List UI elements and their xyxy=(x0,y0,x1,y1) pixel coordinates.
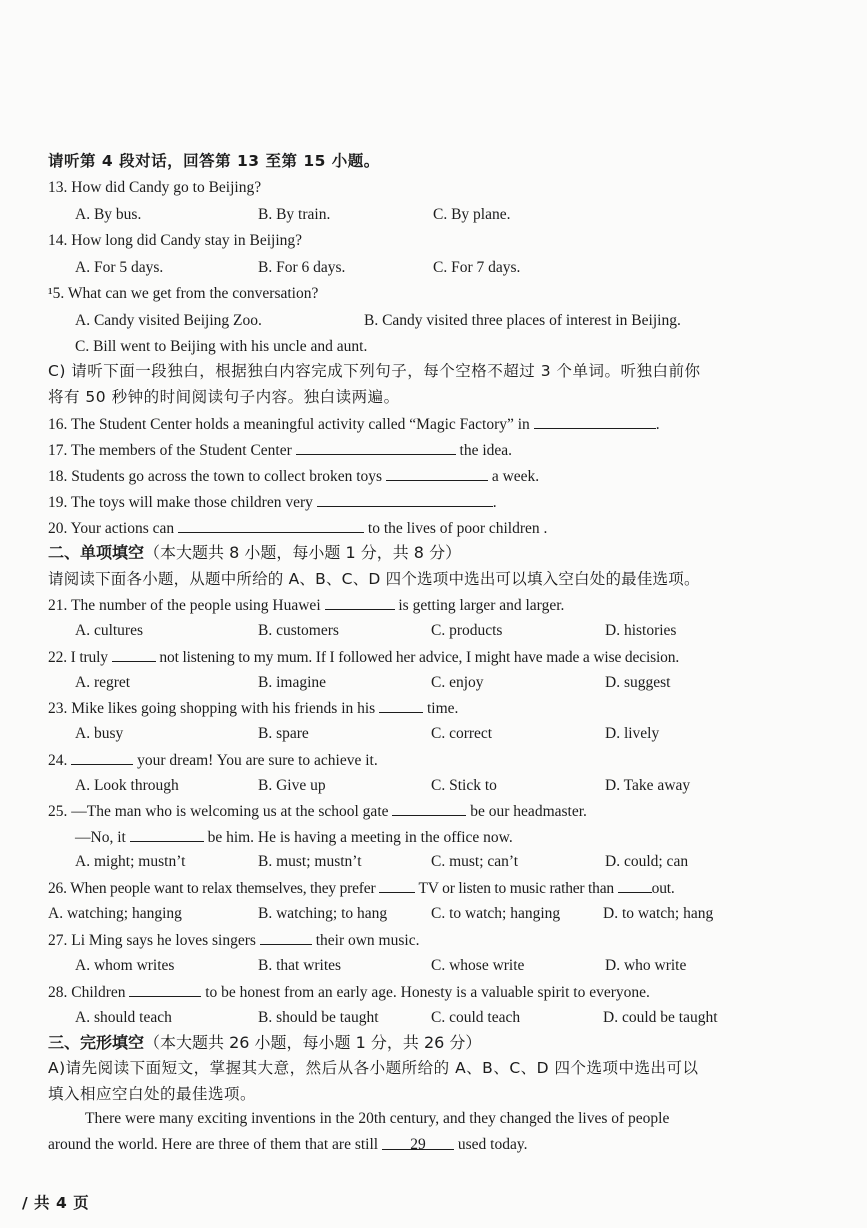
question-28: 28. Children to be honest from an early age. Honesty is a valuable spirit to everyone. xyxy=(48,984,650,1001)
q25-option-b: B. must; mustn’t xyxy=(258,853,362,870)
answer-blank[interactable] xyxy=(129,982,201,997)
question-26: 26. When people want to relax themselves, they prefer TV or listen to music rather than out. xyxy=(48,880,675,897)
answer-blank[interactable] xyxy=(325,595,395,610)
q28-option-a: A. should teach xyxy=(75,1009,172,1026)
q13-option-a: A. By bus. xyxy=(75,206,142,223)
q27-option-b: B. that writes xyxy=(258,957,342,974)
q25-option-d: D. could; can xyxy=(605,853,689,870)
q25-option-c: C. must; can’t xyxy=(431,853,519,870)
q21-option-c: C. products xyxy=(431,622,503,639)
question-20: 20. Your actions can to the lives of poor children . xyxy=(48,520,548,537)
q23-option-c: C. correct xyxy=(431,725,493,742)
q27-option-c: C. whose write xyxy=(431,957,525,974)
q28-option-c: C. could teach xyxy=(431,1009,521,1026)
q13-option-c: C. By plane. xyxy=(433,206,511,223)
q22-option-d: D. suggest xyxy=(605,674,671,691)
answer-blank[interactable] xyxy=(71,750,133,765)
q27-option-a: A. whom writes xyxy=(75,957,175,974)
answer-blank[interactable] xyxy=(618,878,652,893)
listening-instruction: 请听第 4 段对话，回答第 13 至第 15 小题。 xyxy=(48,152,380,170)
q22-option-c: C. enjoy xyxy=(431,674,484,691)
answer-blank[interactable] xyxy=(386,466,488,481)
question-21: 21. The number of the people using Huawei is getting larger and larger. xyxy=(48,597,565,614)
q15-option-b: B. Candy visited three places of interest in Beijing. xyxy=(364,312,681,329)
q26-option-b: B. watching; to hang xyxy=(258,905,388,922)
q24-option-a: A. Look through xyxy=(75,777,179,794)
part-c-instruction-line2: 将有 50 秒钟的时间阅读句子内容。独白读两遍。 xyxy=(48,388,400,406)
question-24: 24. your dream! You are sure to achieve it. xyxy=(48,752,378,769)
answer-blank[interactable] xyxy=(379,698,423,713)
answer-blank[interactable] xyxy=(178,518,364,533)
q26-option-d: D. to watch; hang xyxy=(603,905,714,922)
answer-blank[interactable] xyxy=(379,878,415,893)
q23-option-d: D. lively xyxy=(605,725,660,742)
q21-option-d: D. histories xyxy=(605,622,677,639)
question-15: ¹5. What can we get from the conversation? xyxy=(48,285,319,302)
q27-option-d: D. who write xyxy=(605,957,687,974)
section-2-instruction: 请阅读下面各小题，从题中所给的 A、B、C、D 四个选项中选出可以填入空白处的最佳选项。 xyxy=(48,570,700,588)
q25-option-a: A. might; mustn’t xyxy=(75,853,186,870)
q14-option-c: C. For 7 days. xyxy=(433,259,521,276)
question-22: 22. I truly not listening to my mum. If I followed her advice, I might have made a wise decision. xyxy=(48,649,680,666)
question-25: 25. —The man who is welcoming us at the school gate be our headmaster. xyxy=(48,803,587,820)
section-2-heading: 二、单项填空（本大题共 8 小题，每小题 1 分，共 8 分） xyxy=(48,543,462,562)
q14-option-a: A. For 5 days. xyxy=(75,259,164,276)
question-16: 16. The Student Center holds a meaningful activity called “Magic Factory” in . xyxy=(48,416,660,433)
q26-option-a: A. watching; hanging xyxy=(48,905,182,922)
question-17: 17. The members of the Student Center the idea. xyxy=(48,442,513,459)
cloze-blank-29[interactable]: 29 xyxy=(382,1135,454,1150)
answer-blank[interactable] xyxy=(260,930,312,945)
part-c-instruction-line1: C) 请听下面一段独白，根据独白内容完成下列句子，每个空格不超过 3 个单词。听独白前你 xyxy=(48,362,701,380)
q28-option-b: B. should be taught xyxy=(258,1009,379,1026)
q22-option-b: B. imagine xyxy=(258,674,327,691)
question-27: 27. Li Ming says he loves singers their own music. xyxy=(48,932,420,949)
answer-blank[interactable] xyxy=(534,414,656,429)
answer-blank[interactable] xyxy=(296,440,456,455)
q24-option-b: B. Give up xyxy=(258,777,326,794)
question-25-reply: —No, it be him. He is having a meeting in the office now. xyxy=(75,829,513,846)
section-3-instruction-line1: A)请先阅读下面短文，掌握其大意，然后从各小题所给的 A、B、C、D 四个选项中选出可以 xyxy=(48,1059,699,1077)
question-19: 19. The toys will make those children very . xyxy=(48,494,497,511)
question-14: 14. How long did Candy stay in Beijing? xyxy=(48,232,303,249)
page-footer: / 共 4 页 xyxy=(22,1194,90,1212)
q22-option-a: A. regret xyxy=(75,674,131,691)
q24-option-d: D. Take away xyxy=(605,777,691,794)
answer-blank[interactable] xyxy=(112,647,156,662)
q14-option-b: B. For 6 days. xyxy=(258,259,346,276)
q13-option-b: B. By train. xyxy=(258,206,331,223)
section-3-heading: 三、完形填空（本大题共 26 小题，每小题 1 分，共 26 分） xyxy=(48,1033,482,1052)
q15-option-a: A. Candy visited Beijing Zoo. xyxy=(75,312,262,329)
q15-option-c: C. Bill went to Beijing with his uncle and aunt. xyxy=(75,338,368,355)
q26-option-c: C. to watch; hanging xyxy=(431,905,561,922)
answer-blank[interactable] xyxy=(130,827,204,842)
section-3-instruction-line2: 填入相应空白处的最佳选项。 xyxy=(48,1085,257,1103)
q21-option-a: A. cultures xyxy=(75,622,144,639)
passage-line-1: There were many exciting inventions in the 20th century, and they changed the lives of people xyxy=(85,1110,670,1127)
q23-option-b: B. spare xyxy=(258,725,309,742)
q24-option-c: C. Stick to xyxy=(431,777,497,794)
question-18: 18. Students go across the town to collect broken toys a week. xyxy=(48,468,540,485)
answer-blank[interactable] xyxy=(392,801,466,816)
question-23: 23. Mike likes going shopping with his friends in his time. xyxy=(48,700,459,717)
question-13: 13. How did Candy go to Beijing? xyxy=(48,179,262,196)
q23-option-a: A. busy xyxy=(75,725,124,742)
passage-line-2: around the world. Here are three of them that are still 29 used today. xyxy=(48,1136,528,1153)
q28-option-d: D. could be taught xyxy=(603,1009,718,1026)
q21-option-b: B. customers xyxy=(258,622,339,639)
answer-blank[interactable] xyxy=(317,492,493,507)
